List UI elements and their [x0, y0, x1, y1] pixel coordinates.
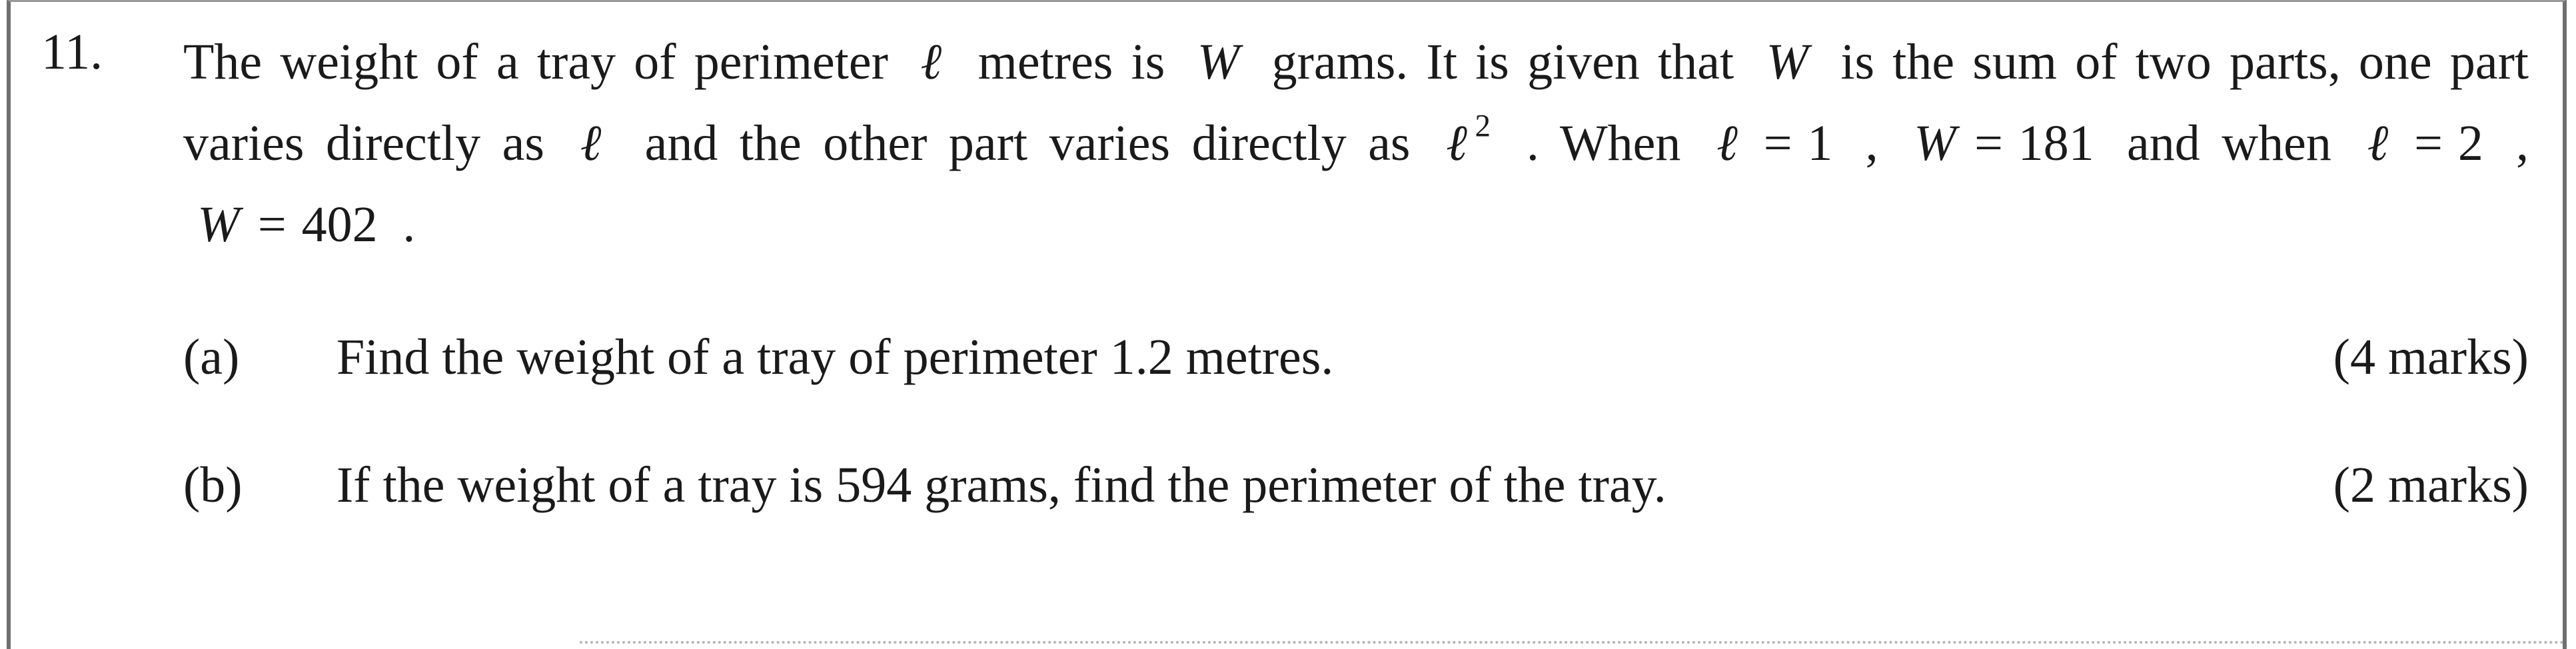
part-marks: (2 marks) — [2333, 457, 2529, 513]
var-perimeter-squared: ℓ$^2$ — [1446, 109, 1491, 171]
stem-text-and-when: and when — [2126, 115, 2331, 171]
comma: , — [2516, 115, 2529, 171]
var-weight: W — [1914, 115, 1956, 171]
equals-sign: = — [257, 197, 287, 253]
stem-text-6: . When — [1526, 115, 1681, 171]
weight-value-2: 402 — [301, 197, 378, 253]
comma: , — [1865, 115, 1878, 171]
equals-sign: = — [1974, 115, 2003, 171]
stem-text-5: and the other part varies directly as — [644, 115, 1411, 171]
var-perimeter: ℓ — [1716, 115, 1746, 171]
perimeter-value-2: 2 — [2457, 115, 2483, 171]
weight-value-1: 181 — [2018, 115, 2094, 171]
stem-text-4: is the sum of two parts, one part varies directly as — [183, 34, 2529, 171]
var-weight: W — [197, 197, 240, 253]
var-weight: W — [1766, 34, 1808, 90]
question-number: 11. — [41, 24, 103, 80]
stem-text-2: metres is — [977, 34, 1165, 90]
var-perimeter: ℓ — [580, 115, 609, 171]
part-text: If the weight of a tray is 594 grams, find the perimeter of the tray. — [336, 457, 1666, 513]
equals-sign: = — [1763, 115, 1792, 171]
part-marks: (4 marks) — [2333, 329, 2529, 385]
part-text: Find the weight of a tray of perimeter 1.2 metres. — [336, 329, 1334, 385]
var-weight: W — [1197, 34, 1240, 90]
equals-sign: = — [2414, 115, 2443, 171]
stem-text-1: The weight of a tray of perimeter — [183, 34, 888, 90]
answer-dotted-line — [580, 641, 2565, 644]
var-perimeter: ℓ — [2367, 115, 2396, 171]
perimeter-value-1: 1 — [1807, 115, 1833, 171]
question-stem — [183, 21, 2529, 265]
exponent: 2 — [1475, 109, 1491, 144]
part-label: (b) — [183, 457, 243, 513]
stem-end-period: . — [402, 197, 416, 253]
var-perimeter: ℓ — [920, 34, 946, 90]
stem-text-3: grams. It is given that — [1271, 34, 1734, 90]
part-label: (a) — [183, 329, 240, 385]
